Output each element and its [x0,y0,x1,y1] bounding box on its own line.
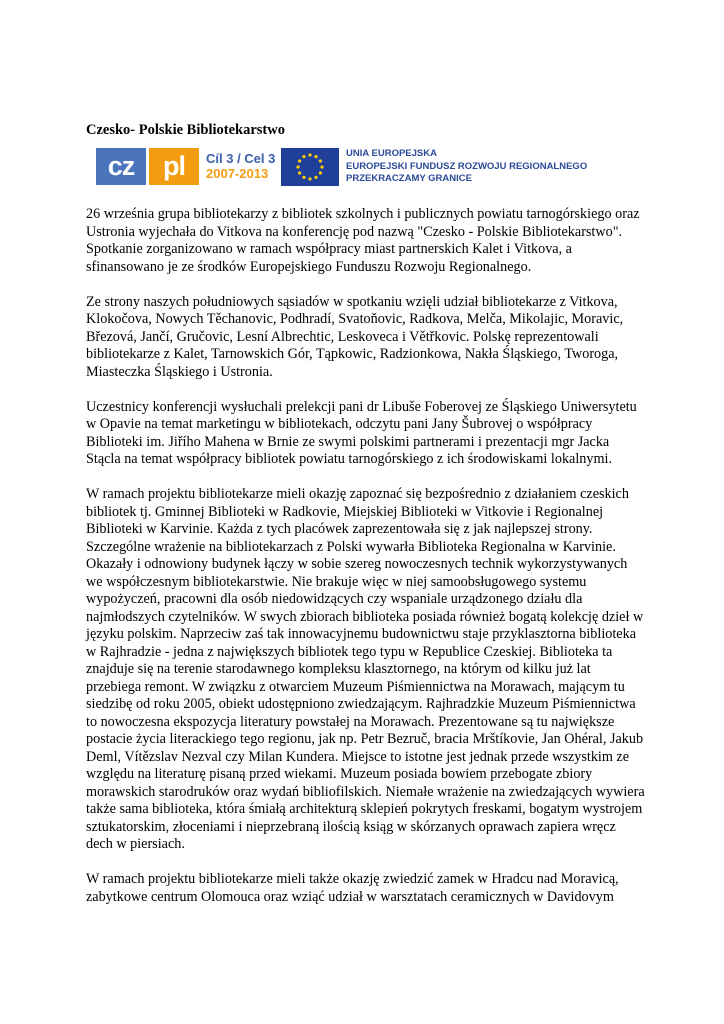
logo-banner [96,148,588,188]
cz-logo: cz [96,148,146,185]
page-title: Czesko- Polskie Bibliotekarstwo [86,122,285,138]
eu-line-1: UNIA EUROPEJSKA [346,148,437,159]
eu-line-2: EUROPEJSKI FUNDUSZ ROZWOJU REGIONALNEGO [346,160,588,172]
paragraph: 26 września grupa bibliotekarzy z bibliotek szkolnych i publicznych powiatu tarnogórskiego oraz Ustronia wyjechała do Vitkova na konferencję pod nazwą "Czesko - Polskie Bibliotekarstwo". Spotkanie zorganizowano w ramach współpracy miast partnerskich Kalet i Vitkova, a sfinansowano je ze środków Europejskiego Funduszu Rozwoju Regionalnego. [86,206,640,275]
program-line-1: Cíl 3 / Cel 3 [206,151,276,166]
eu-line-3: PRZEKRACZAMY GRANICE [346,173,472,184]
eu-fund-label [346,148,587,186]
paragraph: Uczestnicy konferencji wysłuchali prelekcji pani dr Libuše Foberovej ze Śląskiego Uniwersytetu w Opavie na temat marketingu w bibliotekach, odczytu pani Jany Šubrovej o współpracy Biblioteki im. Jiřího Mahena w Brnie ze swymi polskimi partnerami i prezentacji mgr Jacka Stącla na temat współpracy bibliotek powiatu tarnogórskiego z ich środowiskami lokalnymi. [86,398,637,467]
program-label [206,151,276,181]
article-body [86,206,646,924]
paragraph: W ramach projektu bibliotekarze mieli także okazję zwiedzić zamek w Hradcu nad Moravicą, zabytkowe centrum Olomouca oraz wziąć udział w warsztatach ceramicznych w Davidovym [86,871,619,905]
eu-flag-icon [281,148,339,186]
paragraph: W ramach projektu bibliotekarze mieli okazję zapoznać się bezpośrednio z działaniem czeskich bibliotek tj. Gminnej Biblioteki w Radkovie, Miejskiej Biblioteki w Vitkovie i Regionalnej Biblioteki w Karvinie. Każda z tych placówek zaprezentowała się z jak najlepszej strony. Szczególne wrażenie na bibliotekarzach z Polski wywarła Biblioteka Regionalna w Karvinie. Okazały i odnowiony budynek łączy w sobie szereg nowoczesnych technik wykorzystywanych we współczesnym bibliotekarstwie. Nie brakuje więc w niej samoobsługowego systemu wypożyczeń, pracowni dla osób niedowidzących czy wspaniale urządzonego działu dla najmłodszych czytelników. W swych zbiorach biblioteka posiada również bogatą kolekcję dzieł w języku polskim. Naprzeciw zaś tak innowacyjnemu budownictwu staje przyklasztorna biblioteka w Rajhradzie - jedna z największych bibliotek tego typu w Republice Czeskiej. Biblioteka ta znajduje się na terenie starodawnego kompleksu klasztornego, na którym od kilku już lat przebiega remont. W związku z otwarciem Muzeum Piśmiennictwa na Morawach, mającym tu siedzibę od roku 2005, obiekt udostępniono zwiedzającym. Rajhradzkie Muzeum Piśmiennictwa to nowoczesna ekspozycja literatury powstałej na Morawach. Prezentowane są tu największe postacie życia literackiego tego regionu, jak np. Petr Bezruč, bracia Mrštíkovie, Jan Ohéral, Jakub Deml, Vítězslav Nezval czy Milan Kundera. Miejsce to istotne jest jednak przede wszystkim ze względu na literaturę pisaną przed wiekami. Muzeum posiada bowiem przebogate zbiory morawskich starodruków oraz wydań bibliofilskich. Niemałe wrażenie na zwiedzających wywiera także sama biblioteka, która śmiałą architekturą sklepień pokrytych freskami, bogatym wystrojem sztukatorskim, złoceniami i nieprzebraną ilością ksiąg w skórzanych oprawach zapiera wręcz dech w piersiach. [86,486,645,852]
program-years: 2007-2013 [206,166,269,181]
pl-logo: pl [149,148,199,185]
paragraph: Ze strony naszych południowych sąsiadów w spotkaniu wzięli udział bibliotekarze z Vitkova, Klokočova, Nowych Těchanovic, Podhradí, Svatoňovic, Radkova, Melča, Mikolajic, Moravic, Březová, Jančí, Gručovic, Lesní Albrechtic, Leskoveca i Větřkovic. Polskę reprezentowali bibliotekarze z Kalet, Tarnowskich Gór, Tąpkowic, Radzionkowa, Nakła Śląskiego, Tworoga, Miasteczka Śląskiego i Ustronia. [86,293,624,380]
